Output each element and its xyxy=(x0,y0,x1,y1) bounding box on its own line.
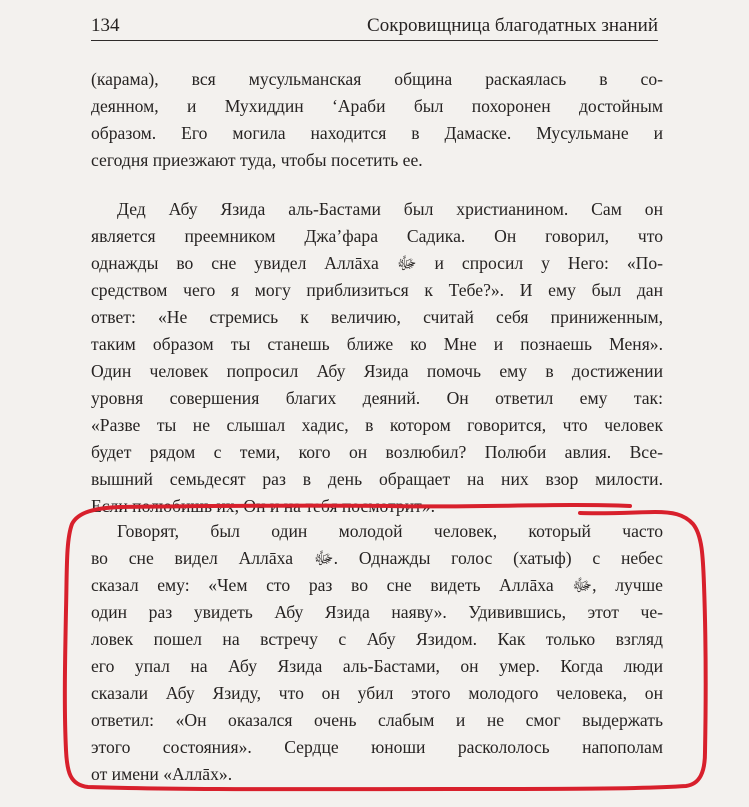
text-line: этого состояния». Сердце юноши раскололось напополам xyxy=(91,737,663,757)
text-line: во сне видел Аллāха ﷻ. Однажды голос (хатыф) с небес xyxy=(91,548,663,568)
text-line: является преемником Джа’фара Садика. Он говорил, что xyxy=(91,226,663,246)
text-line: от имени «Аллāх». xyxy=(91,764,233,784)
text-line: один раз увидеть Абу Язида наяву». Удивившись, этот че- xyxy=(91,602,663,622)
running-header xyxy=(91,12,658,41)
text-line: однажды во сне увидел Аллāха ﷻ и спросил у Него: «По- xyxy=(91,253,663,273)
text-line: деянном, и Мухиддин ‘Араби был похоронен достойным xyxy=(91,96,663,116)
text-line: сказали Абу Язиду, что он убил этого молодого человека, он xyxy=(91,683,663,703)
text-line: Дед Абу Язида аль-Бастами был христианином. Сам он xyxy=(117,199,663,219)
text-line: ответил: «Он оказался очень слабым и не смог выдержать xyxy=(91,710,663,730)
text-line: средством чего я могу приблизиться к Тебе?». И ему был дан xyxy=(91,280,663,300)
paragraph-2 xyxy=(91,196,663,520)
text-line: его упал на Абу Язида аль-Бастами, он умер. Когда люди xyxy=(91,656,663,676)
text-line: Один человек попросил Абу Язида помочь ему в достижении xyxy=(91,361,663,381)
text-line: ловек пошел на встречу с Абу Язидом. Как только взгляд xyxy=(91,629,663,649)
text-line: вышний семьдесят раз в день обращает на них взор милости. xyxy=(91,469,663,489)
text-line: уровня совершения благих деяний. Он ответил ему так: xyxy=(91,388,663,408)
running-title: Сокровищница благодатных знаний xyxy=(367,15,658,36)
text-line: сказал ему: «Чем сто раз во сне видеть Аллāха ﷻ, лучше xyxy=(91,575,663,595)
text-line: сегодня приезжают туда, чтобы посетить ее. xyxy=(91,150,423,170)
text-line: таким образом ты станешь ближе ко Мне и познаешь Меня». xyxy=(91,334,663,354)
text-line: «Разве ты не слышал хадис, в котором говорится, что человек xyxy=(91,415,663,435)
paragraph-3-highlighted xyxy=(91,518,663,788)
text-line: (карама), вся мусульманская община раскаялась в со- xyxy=(91,69,663,89)
paragraph-1 xyxy=(91,66,663,174)
text-line: образом. Его могила находится в Дамаске. Мусульмане и xyxy=(91,123,663,143)
text-line: будет рядом с теми, кого он возлюбил? Полюби авлия. Все- xyxy=(91,442,663,462)
text-line: Говорят, был один молодой человек, который часто xyxy=(117,521,663,541)
page-number: 134 xyxy=(91,15,120,36)
text-line: ответ: «Не стремись к величию, считай себя приниженным, xyxy=(91,307,663,327)
text-line: Если полюбишь их, Он и на тебя посмотрит». xyxy=(91,496,436,516)
